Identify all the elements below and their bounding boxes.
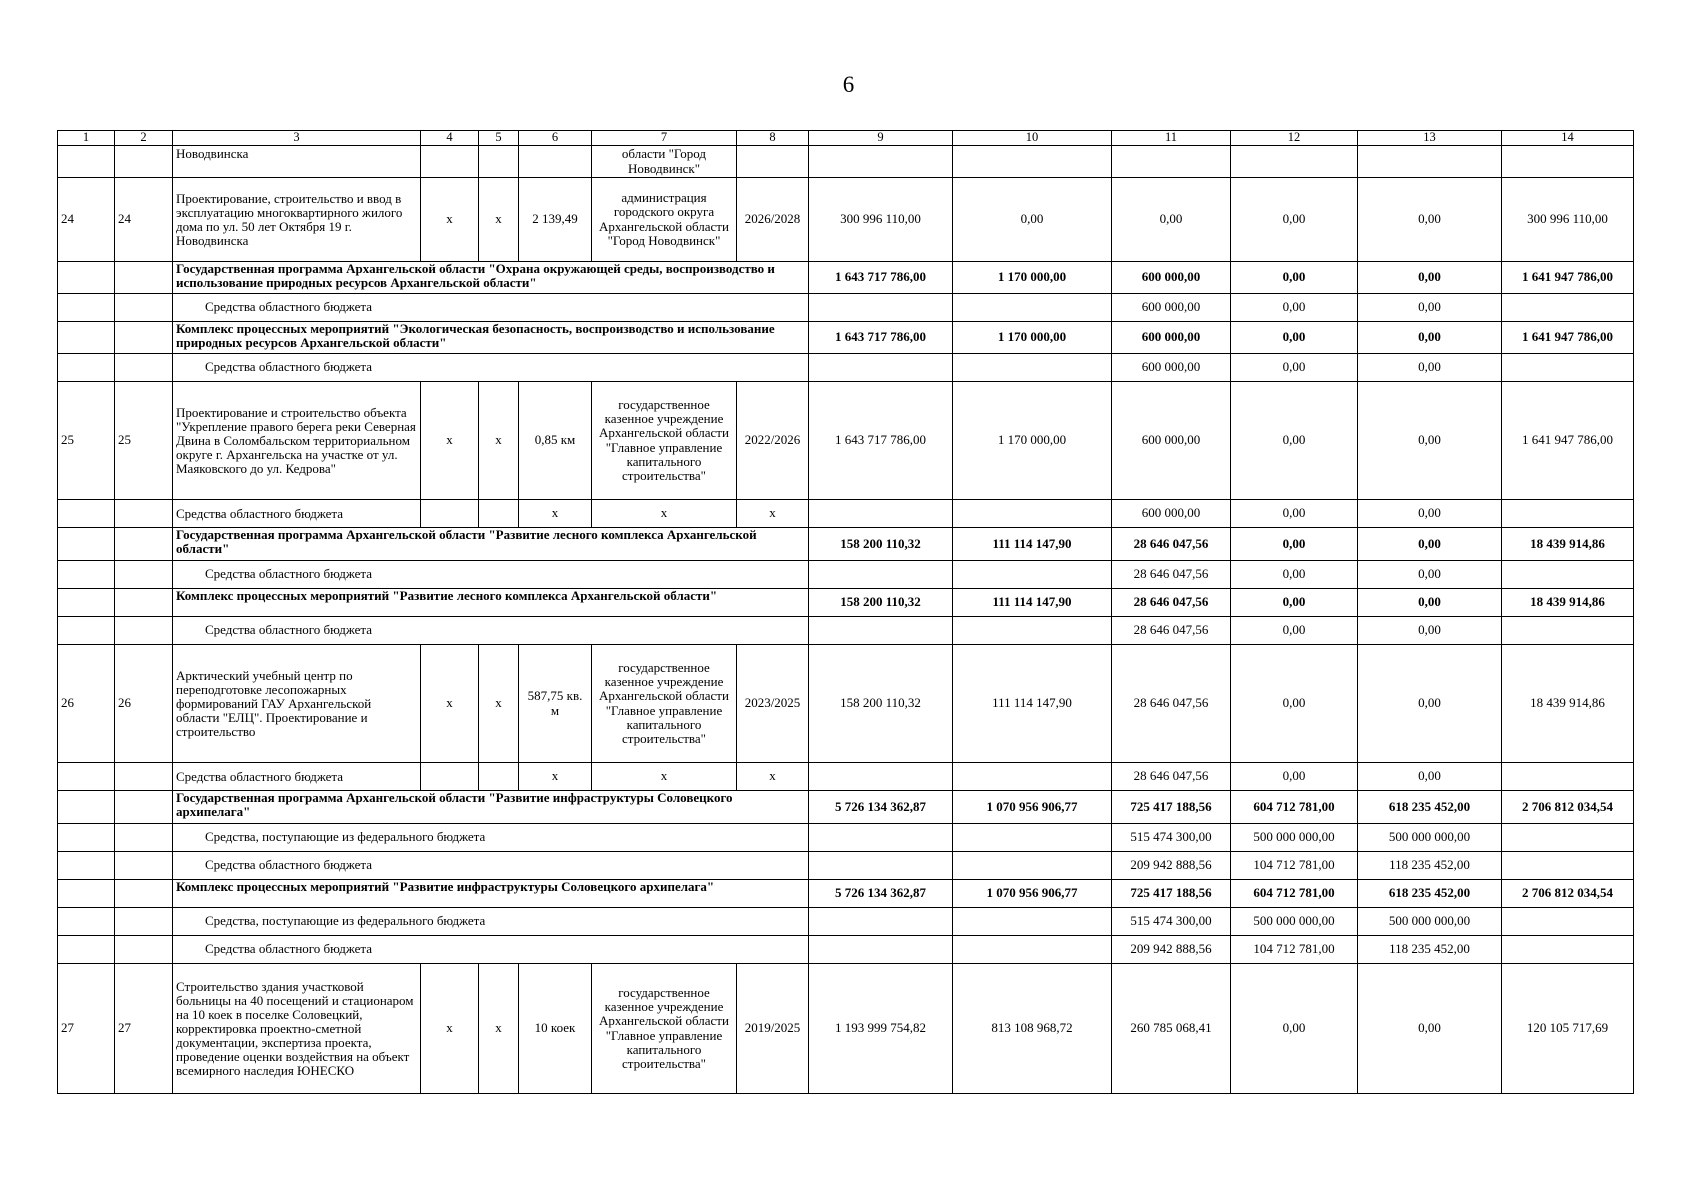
mark-cell: x <box>421 178 479 262</box>
amount-cell: 0,00 <box>1231 178 1358 262</box>
program-title: Комплекс процессных мероприятий "Развитие инфраструктуры Соловецкого архипелага" <box>173 880 809 908</box>
amount-cell: 300 996 110,00 <box>809 178 953 262</box>
amount-cell: 0,00 <box>1231 354 1358 382</box>
table-cell <box>115 936 173 964</box>
period-cell: 2019/2025 <box>737 964 809 1094</box>
mark-cell: x <box>479 645 519 763</box>
amount-cell: 0,00 <box>1358 322 1502 354</box>
amount-cell <box>1502 294 1634 322</box>
table-row <box>58 791 1634 824</box>
amount-cell <box>1502 852 1634 880</box>
mark-cell: x <box>479 382 519 500</box>
program-title: Комплекс процессных мероприятий "Экологическая безопасность, воспроизводство и использование природных ресурсов Архангельской области" <box>173 322 809 354</box>
amount-cell: 515 474 300,00 <box>1112 824 1231 852</box>
amount-cell: 604 712 781,00 <box>1231 880 1358 908</box>
table-cell <box>1502 146 1634 178</box>
amount-cell <box>809 852 953 880</box>
column-number-row <box>58 131 1634 146</box>
table-cell <box>115 528 173 561</box>
amount-cell: 28 646 047,56 <box>1112 561 1231 589</box>
amount-cell <box>809 294 953 322</box>
table-cell <box>421 146 479 178</box>
page-number: 6 <box>842 72 855 97</box>
amount-cell: 18 439 914,86 <box>1502 528 1634 561</box>
amount-cell <box>1502 908 1634 936</box>
object-name: Проектирование, строительство и ввод в эксплуатацию многоквартирного жилого дома по ул. 50 лет Октября 19 г. Новодвинска <box>173 178 421 262</box>
table-cell <box>58 617 115 645</box>
amount-cell: 209 942 888,56 <box>1112 852 1231 880</box>
amount-cell: 0,00 <box>1358 589 1502 617</box>
row-number: 24 <box>115 178 173 262</box>
col-header: 2 <box>115 131 173 146</box>
amount-cell: 300 996 110,00 <box>1502 178 1634 262</box>
amount-cell <box>1502 354 1634 382</box>
table-cell <box>115 294 173 322</box>
table-cell <box>479 500 519 528</box>
amount-cell: 0,00 <box>1231 645 1358 763</box>
row-number: 25 <box>115 382 173 500</box>
table-cell <box>1231 146 1358 178</box>
amount-cell: 1 170 000,00 <box>953 262 1112 294</box>
amount-cell <box>953 824 1112 852</box>
mark-cell: x <box>479 964 519 1094</box>
table-cell <box>58 936 115 964</box>
customer-cell: государственное казенное учреждение Архангельской области "Главное управление капитального строительства" <box>592 964 737 1094</box>
table-row <box>58 528 1634 561</box>
table-row <box>58 964 1634 1094</box>
table-cell <box>58 880 115 908</box>
amount-cell: 515 474 300,00 <box>1112 908 1231 936</box>
table-cell <box>115 908 173 936</box>
amount-cell: 813 108 968,72 <box>953 964 1112 1094</box>
table-cell <box>58 852 115 880</box>
program-title: Государственная программа Архангельской области "Развитие лесного комплекса Архангельской области" <box>173 528 809 561</box>
amount-cell: 600 000,00 <box>1112 294 1231 322</box>
mark-cell: x <box>421 964 479 1094</box>
col-header: 3 <box>173 131 421 146</box>
amount-cell: 1 070 956 906,77 <box>953 791 1112 824</box>
table-cell <box>479 763 519 791</box>
table-cell <box>58 500 115 528</box>
amount-cell: 725 417 188,56 <box>1112 880 1231 908</box>
table-row <box>58 178 1634 262</box>
amount-cell: 5 726 134 362,87 <box>809 791 953 824</box>
amount-cell: 28 646 047,56 <box>1112 589 1231 617</box>
amount-cell: 0,00 <box>1231 500 1358 528</box>
funding-source: Средства областного бюджета <box>173 500 421 528</box>
row-number: 26 <box>58 645 115 763</box>
table-cell <box>115 500 173 528</box>
amount-cell: 0,00 <box>1358 178 1502 262</box>
table-row <box>58 852 1634 880</box>
amount-cell: 1 170 000,00 <box>953 382 1112 500</box>
amount-cell <box>953 936 1112 964</box>
amount-cell: 0,00 <box>1358 294 1502 322</box>
row-number: 25 <box>58 382 115 500</box>
amount-cell: 0,00 <box>1358 763 1502 791</box>
amount-cell <box>953 852 1112 880</box>
amount-cell: 618 235 452,00 <box>1358 880 1502 908</box>
customer-cell: администрация городского округа Архангельской области "Город Новодвинск" <box>592 178 737 262</box>
capacity-cell: 0,85 км <box>519 382 592 500</box>
mark-cell: x <box>421 645 479 763</box>
period-cell: 2023/2025 <box>737 645 809 763</box>
amount-cell: 1 070 956 906,77 <box>953 880 1112 908</box>
amount-cell: 604 712 781,00 <box>1231 791 1358 824</box>
col-header: 14 <box>1502 131 1634 146</box>
amount-cell: 0,00 <box>1231 589 1358 617</box>
mark-cell: x <box>421 382 479 500</box>
amount-cell <box>1502 561 1634 589</box>
amount-cell: 1 641 947 786,00 <box>1502 382 1634 500</box>
amount-cell: 0,00 <box>1112 178 1231 262</box>
amount-cell <box>953 763 1112 791</box>
period-cell: 2026/2028 <box>737 178 809 262</box>
col-header: 1 <box>58 131 115 146</box>
col-header: 5 <box>479 131 519 146</box>
table-row <box>58 824 1634 852</box>
table-row <box>58 262 1634 294</box>
amount-cell: 0,00 <box>1231 294 1358 322</box>
amount-cell <box>953 617 1112 645</box>
amount-cell: 158 200 110,32 <box>809 645 953 763</box>
amount-cell: 0,00 <box>1231 763 1358 791</box>
budget-table <box>57 130 1634 1094</box>
amount-cell: 0,00 <box>1231 382 1358 500</box>
table-cell <box>58 322 115 354</box>
capacity-cell: 587,75 кв. м <box>519 645 592 763</box>
table-row <box>58 936 1634 964</box>
table-cell <box>1358 146 1502 178</box>
amount-cell: 0,00 <box>1358 500 1502 528</box>
amount-cell: 28 646 047,56 <box>1112 617 1231 645</box>
amount-cell: 0,00 <box>1358 561 1502 589</box>
amount-cell: 0,00 <box>1358 382 1502 500</box>
table-cell <box>115 322 173 354</box>
row-number: 27 <box>115 964 173 1094</box>
customer-cell: области "Город Новодвинск" <box>592 146 737 178</box>
amount-cell: 0,00 <box>1358 617 1502 645</box>
capacity-cell: 2 139,49 <box>519 178 592 262</box>
amount-cell: 0,00 <box>1231 262 1358 294</box>
amount-cell: 0,00 <box>1231 322 1358 354</box>
table-cell <box>58 354 115 382</box>
funding-source: Средства областного бюджета <box>173 354 809 382</box>
funding-source: Средства областного бюджета <box>173 852 809 880</box>
amount-cell: 5 726 134 362,87 <box>809 880 953 908</box>
col-header: 6 <box>519 131 592 146</box>
amount-cell <box>953 294 1112 322</box>
mark-cell: x <box>479 178 519 262</box>
table-row <box>58 617 1634 645</box>
col-header: 9 <box>809 131 953 146</box>
table-cell <box>58 561 115 589</box>
amount-cell: 725 417 188,56 <box>1112 791 1231 824</box>
amount-cell: 18 439 914,86 <box>1502 589 1634 617</box>
amount-cell <box>809 561 953 589</box>
row-number: 26 <box>115 645 173 763</box>
amount-cell: 118 235 452,00 <box>1358 852 1502 880</box>
amount-cell: 111 114 147,90 <box>953 645 1112 763</box>
col-header: 10 <box>953 131 1112 146</box>
amount-cell <box>1502 824 1634 852</box>
funding-source: Средства, поступающие из федерального бюджета <box>173 908 809 936</box>
amount-cell: 600 000,00 <box>1112 262 1231 294</box>
table-row <box>58 589 1634 617</box>
amount-cell: 0,00 <box>1231 561 1358 589</box>
amount-cell <box>953 561 1112 589</box>
table-row <box>58 880 1634 908</box>
mark-cell: x <box>592 500 737 528</box>
amount-cell: 0,00 <box>1358 354 1502 382</box>
amount-cell: 104 712 781,00 <box>1231 852 1358 880</box>
table-row <box>58 382 1634 500</box>
amount-cell: 500 000 000,00 <box>1231 824 1358 852</box>
amount-cell: 158 200 110,32 <box>809 528 953 561</box>
amount-cell: 1 643 717 786,00 <box>809 322 953 354</box>
funding-source: Средства областного бюджета <box>173 617 809 645</box>
amount-cell: 158 200 110,32 <box>809 589 953 617</box>
amount-cell <box>953 354 1112 382</box>
funding-source: Средства областного бюджета <box>173 294 809 322</box>
table-cell <box>58 791 115 824</box>
mark-cell: x <box>737 763 809 791</box>
table-cell <box>58 294 115 322</box>
col-header: 13 <box>1358 131 1502 146</box>
table-cell <box>115 791 173 824</box>
col-header: 4 <box>421 131 479 146</box>
amount-cell: 28 646 047,56 <box>1112 763 1231 791</box>
amount-cell: 500 000 000,00 <box>1358 908 1502 936</box>
program-title: Комплекс процессных мероприятий "Развитие лесного комплекса Архангельской области" <box>173 589 809 617</box>
table-row <box>58 645 1634 763</box>
amount-cell: 0,00 <box>1358 262 1502 294</box>
amount-cell: 1 170 000,00 <box>953 322 1112 354</box>
col-header: 7 <box>592 131 737 146</box>
amount-cell: 111 114 147,90 <box>953 528 1112 561</box>
object-name: Строительство здания участковой больницы на 40 посещений и стационаром на 10 коек в поселке Соловецкий, корректировка проектно-сметной документации, экспертиза проекта, проведение оценки воздействия на объект всемирного наследия ЮНЕСКО <box>173 964 421 1094</box>
amount-cell: 0,00 <box>1358 528 1502 561</box>
mark-cell: x <box>519 500 592 528</box>
table-cell <box>809 146 953 178</box>
amount-cell: 18 439 914,86 <box>1502 645 1634 763</box>
funding-source: Средства областного бюджета <box>173 936 809 964</box>
table-cell <box>58 146 115 178</box>
funding-source: Средства, поступающие из федерального бюджета <box>173 824 809 852</box>
amount-cell: 260 785 068,41 <box>1112 964 1231 1094</box>
mark-cell: x <box>519 763 592 791</box>
row-number: 27 <box>58 964 115 1094</box>
table-cell <box>115 763 173 791</box>
col-header: 12 <box>1231 131 1358 146</box>
amount-cell <box>809 763 953 791</box>
table-cell <box>115 852 173 880</box>
amount-cell: 1 643 717 786,00 <box>809 262 953 294</box>
amount-cell: 1 641 947 786,00 <box>1502 322 1634 354</box>
table-cell <box>479 146 519 178</box>
amount-cell: 118 235 452,00 <box>1358 936 1502 964</box>
table-cell <box>58 763 115 791</box>
table-cell <box>58 824 115 852</box>
amount-cell: 0,00 <box>953 178 1112 262</box>
table-cell <box>115 589 173 617</box>
table-cell <box>953 146 1112 178</box>
table-cell <box>737 146 809 178</box>
amount-cell: 618 235 452,00 <box>1358 791 1502 824</box>
amount-cell: 600 000,00 <box>1112 382 1231 500</box>
table-cell <box>58 908 115 936</box>
table-cell <box>519 146 592 178</box>
amount-cell: 209 942 888,56 <box>1112 936 1231 964</box>
table-cell <box>115 561 173 589</box>
amount-cell: 1 641 947 786,00 <box>1502 262 1634 294</box>
table-cell <box>115 617 173 645</box>
table-row <box>58 763 1634 791</box>
program-title: Государственная программа Архангельской области "Развитие инфраструктуры Соловецкого архипелага" <box>173 791 809 824</box>
amount-cell <box>809 908 953 936</box>
amount-cell <box>1502 763 1634 791</box>
amount-cell: 600 000,00 <box>1112 322 1231 354</box>
object-name: Арктический учебный центр по переподготовке лесопожарных формирований ГАУ Архангельской области "ЕЛЦ". Проектирование и строительство <box>173 645 421 763</box>
amount-cell <box>1502 617 1634 645</box>
table-cell <box>115 880 173 908</box>
table-row <box>58 500 1634 528</box>
table-row <box>58 561 1634 589</box>
row-number: 24 <box>58 178 115 262</box>
amount-cell: 500 000 000,00 <box>1231 908 1358 936</box>
table-cell <box>115 824 173 852</box>
table-row <box>58 322 1634 354</box>
amount-cell: 111 114 147,90 <box>953 589 1112 617</box>
table-row <box>58 146 1634 178</box>
object-name: Проектирование и строительство объекта "Укрепление правого берега реки Северная Двина в Соломбальском территориальном округе г. Архангельска на участке от ул. Маяковского до ул. Кедрова" <box>173 382 421 500</box>
amount-cell: 2 706 812 034,54 <box>1502 880 1634 908</box>
funding-source: Средства областного бюджета <box>173 561 809 589</box>
amount-cell <box>809 354 953 382</box>
table-row <box>58 294 1634 322</box>
amount-cell <box>953 500 1112 528</box>
amount-cell: 0,00 <box>1358 645 1502 763</box>
object-name: Новодвинска <box>173 146 421 178</box>
period-cell: 2022/2026 <box>737 382 809 500</box>
table-cell <box>115 354 173 382</box>
col-header: 11 <box>1112 131 1231 146</box>
amount-cell <box>809 824 953 852</box>
amount-cell <box>809 500 953 528</box>
amount-cell <box>953 908 1112 936</box>
amount-cell <box>809 936 953 964</box>
customer-cell: государственное казенное учреждение Архангельской области "Главное управление капитального строительства" <box>592 645 737 763</box>
mark-cell: x <box>737 500 809 528</box>
table-row <box>58 908 1634 936</box>
table-cell <box>115 262 173 294</box>
customer-cell: государственное казенное учреждение Архангельской области "Главное управление капитального строительства" <box>592 382 737 500</box>
amount-cell: 0,00 <box>1358 964 1502 1094</box>
amount-cell: 120 105 717,69 <box>1502 964 1634 1094</box>
amount-cell: 28 646 047,56 <box>1112 645 1231 763</box>
table-cell <box>58 262 115 294</box>
amount-cell: 500 000 000,00 <box>1358 824 1502 852</box>
col-header: 8 <box>737 131 809 146</box>
funding-source: Средства областного бюджета <box>173 763 421 791</box>
amount-cell: 0,00 <box>1231 617 1358 645</box>
capacity-cell: 10 коек <box>519 964 592 1094</box>
amount-cell: 600 000,00 <box>1112 500 1231 528</box>
amount-cell: 2 706 812 034,54 <box>1502 791 1634 824</box>
table-row <box>58 354 1634 382</box>
amount-cell: 1 643 717 786,00 <box>809 382 953 500</box>
mark-cell: x <box>592 763 737 791</box>
program-title: Государственная программа Архангельской области "Охрана окружающей среды, воспроизводство и использование природных ресурсов Архангельской области" <box>173 262 809 294</box>
table-cell <box>1112 146 1231 178</box>
amount-cell: 28 646 047,56 <box>1112 528 1231 561</box>
amount-cell <box>1502 936 1634 964</box>
table-cell <box>58 589 115 617</box>
table-cell <box>421 500 479 528</box>
table-cell <box>115 146 173 178</box>
table-cell <box>58 528 115 561</box>
amount-cell: 0,00 <box>1231 964 1358 1094</box>
amount-cell: 1 193 999 754,82 <box>809 964 953 1094</box>
amount-cell: 0,00 <box>1231 528 1358 561</box>
amount-cell <box>809 617 953 645</box>
amount-cell: 104 712 781,00 <box>1231 936 1358 964</box>
amount-cell: 600 000,00 <box>1112 354 1231 382</box>
amount-cell <box>1502 500 1634 528</box>
table-cell <box>421 763 479 791</box>
